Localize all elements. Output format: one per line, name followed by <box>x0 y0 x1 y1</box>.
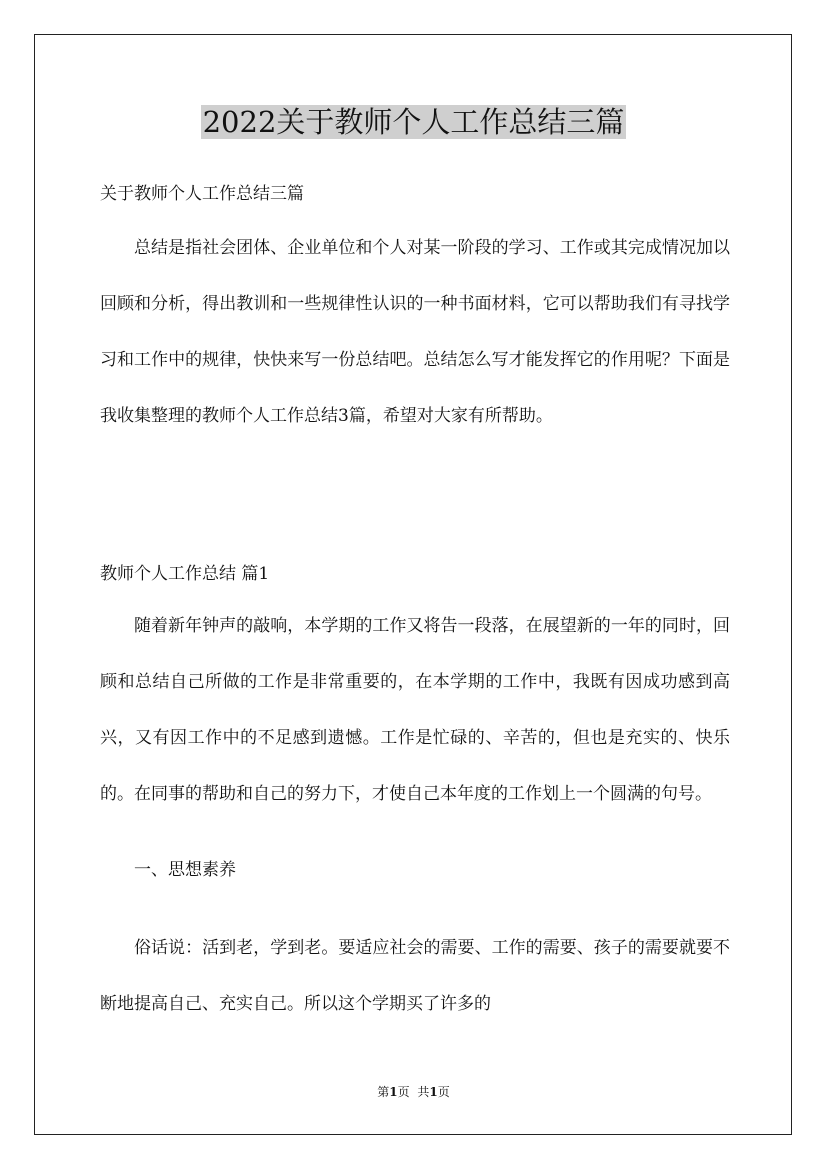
footer-page-prefix: 第 <box>377 1085 390 1099</box>
footer-page-number: 1 <box>389 1085 398 1099</box>
document-title <box>0 100 827 144</box>
subsection-heading: 一、思想素养 <box>134 860 236 880</box>
footer-page-suffix: 页 <box>397 1085 410 1099</box>
document-subtitle: 关于教师个人工作总结三篇 <box>100 184 304 204</box>
section-heading: 教师个人工作总结 篇1 <box>100 564 270 584</box>
intro-paragraph: 总结是指社会团体、企业单位和个人对某一阶段的学习、工作或其完成情况加以回顾和分析，得出教训和一些规律性认识的一种书面材料，它可以帮助我们有寻找学习和工作中的规律，快快来写一份总结吧。总结怎么写才能发挥它的作用呢？下面是我收集整理的教师个人工作总结3篇，希望对大家有所帮助。 <box>100 238 730 426</box>
footer-total-suffix: 页 <box>437 1085 450 1099</box>
footer-total-pages: 1 <box>429 1085 438 1099</box>
page-footer <box>0 1083 827 1101</box>
section-paragraph: 随着新年钟声的敲响，本学期的工作又将告一段落，在展望新的一年的同时，回顾和总结自己所做的工作是非常重要的，在本学期的工作中，我既有因成功感到高兴，又有因工作中的不足感到遗憾。工作是忙碌的、辛苦的，但也是充实的、快乐的。在同事的帮助和自己的努力下，才使自己本年度的工作划上一个圆满的句号。 <box>100 616 730 804</box>
document-title-text: 2022关于教师个人工作总结三篇 <box>202 105 625 139</box>
footer-total-prefix: 共 <box>417 1085 430 1099</box>
subsection-paragraph: 俗话说：活到老，学到老。要适应社会的需要、工作的需要、孩子的需要就要不断地提高自己、充实自己。所以这个学期买了许多的 <box>100 938 730 1014</box>
